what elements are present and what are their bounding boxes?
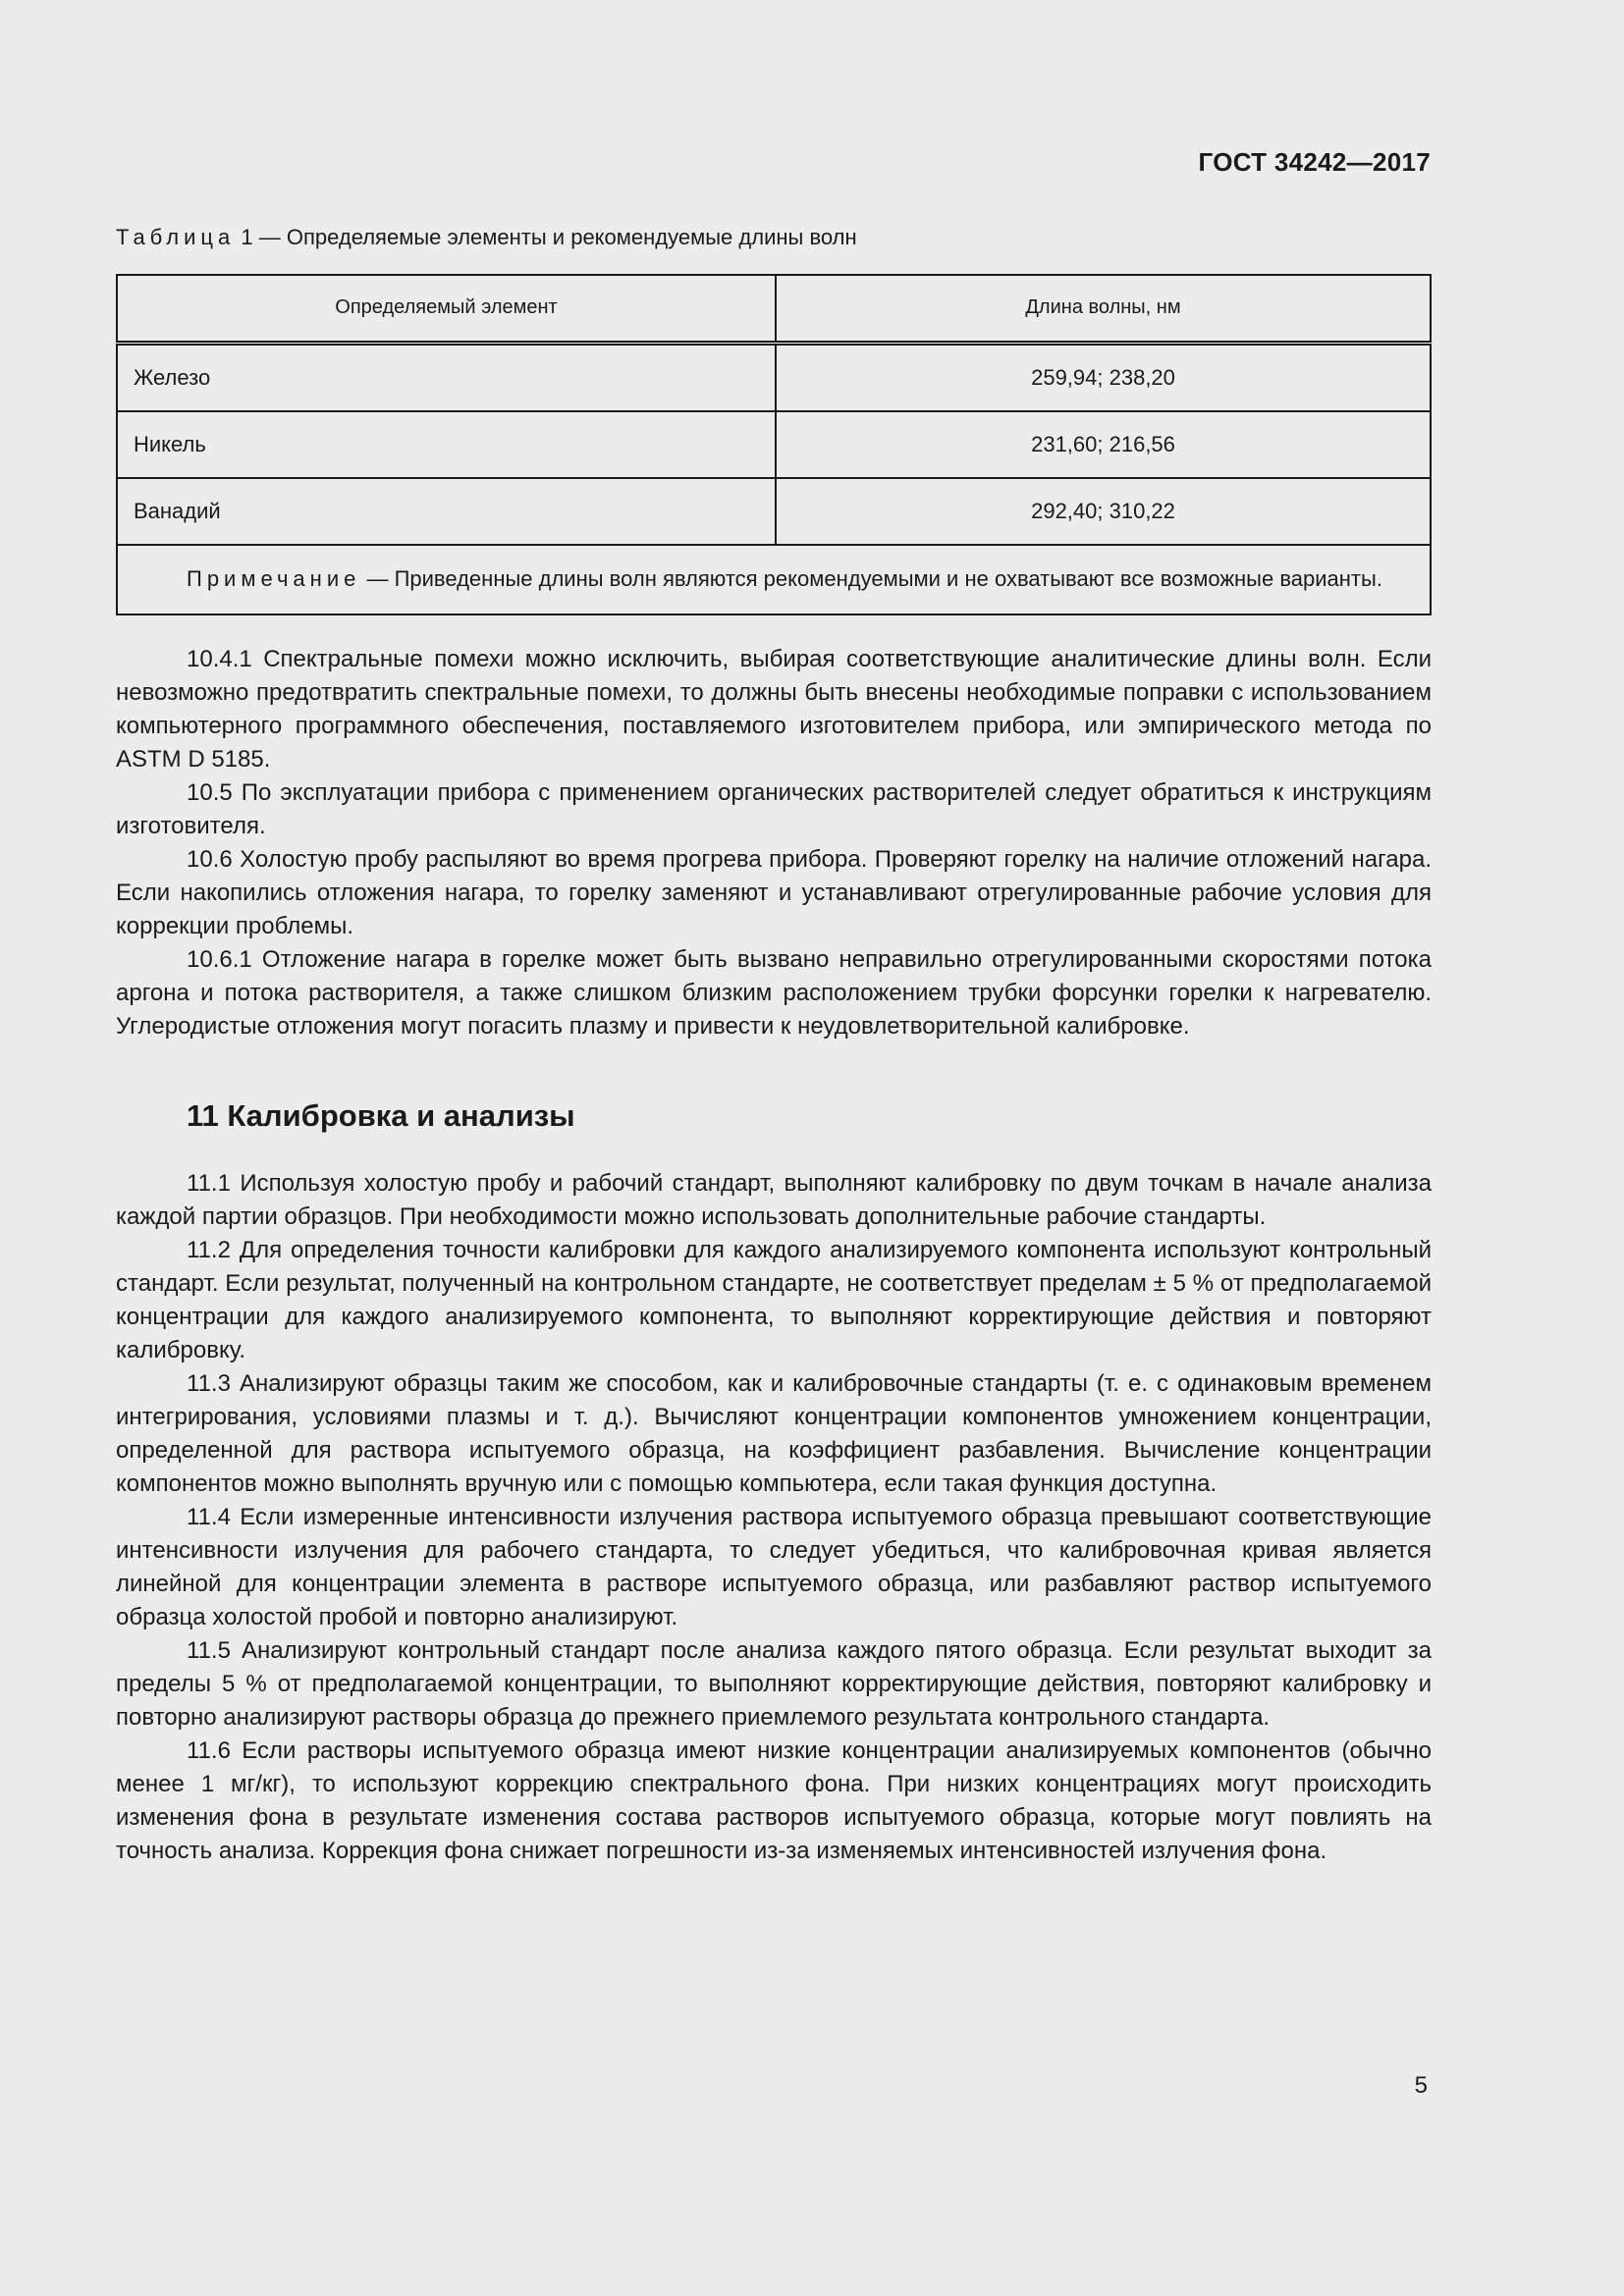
section-title: 11 Калибровка и анализы: [187, 1097, 575, 1133]
paragraph-11-1: 11.1 Используя холостую пробу и рабочий стандарт, выполняют калибровку по двум точкам в начале анализа каждой партии образцов. При необходимости можно использовать дополнительные рабочие стандарты.: [116, 1169, 1432, 1230]
paragraph-11-5: 11.5 Анализируют контрольный стандарт после анализа каждого пятого образца. Если результат выходит за пределы 5 % от предполагаемой концентрации, то выполняют корректирующие действия, повторяют калибровку и повторно анализируют растворы образца до прежнего приемлемого результата контрольного стандарта.: [116, 1636, 1432, 1731]
cell-wavelength: 231,60; 216,56: [776, 411, 1431, 478]
table-note: [117, 545, 1431, 614]
page-content: [116, 224, 1432, 1868]
paragraph-11-2: 11.2 Для определения точности калибровки для каждого анализируемого компонента используют контрольный стандарт. Если результат, полученный на контрольном стандарте, не соответствует пределам ± 5 % от предполагаемой концентрации для каждого анализируемого компонента, то выполняют корректирующие действия и повторяют калибровку.: [116, 1236, 1432, 1363]
table-row: [117, 478, 1431, 545]
paragraph-10-6-1: 10.6.1 Отложение нагара в горелке может быть вызвано неправильно отрегулированными скоростями потока аргона и потока растворителя, а также слишком близким расположением трубки форсунки горелки к нагревателю. Углеродистые отложения могут погасить плазму и привести к неудовлетворительной калибровке.: [116, 945, 1432, 1040]
paragraph-10-6: 10.6 Холостую пробу распыляют во время прогрева прибора. Проверяют горелку на наличие отложений нагара. Если накопились отложения нагара, то горелку заменяют и устанавливают отрегулированные рабочие условия для коррекции проблемы.: [116, 845, 1432, 939]
paragraph-10-4-1: 10.4.1 Спектральные помехи можно исключить, выбирая соответствующие аналитические длины волн. Если невозможно предотвратить спектральные помехи, то должны быть внесены необходимые поправки с использованием компьютерного программного обеспечения, поставляемого изготовителем прибора, или эмпирического метода по ASTM D 5185.: [116, 645, 1432, 773]
table-caption-label: Таблица: [116, 225, 236, 249]
cell-wavelength: 259,94; 238,20: [776, 343, 1431, 411]
header-wavelength: Длина волны, нм: [776, 275, 1431, 344]
table-note-row: [117, 545, 1431, 614]
cell-wavelength: 292,40; 310,22: [776, 478, 1431, 545]
paragraph-10-5: 10.5 По эксплуатации прибора с применением органических растворителей следует обратиться к инструкциям изготовителя.: [116, 778, 1432, 839]
wavelength-table: [116, 274, 1432, 615]
paragraph-11-3: 11.3 Анализируют образцы таким же способом, как и калибровочные стандарты (т. е. с одинаковым временем интегрирования, условиями плазмы и т. д.). Вычисляют концентрации компонентов умножением концентрации, определенной для раствора испытуемого образца, на коэффициент разбавления. Вычисление концентрации компонентов можно выполнять вручную или с помощью компьютера, если такая функция доступна.: [116, 1369, 1432, 1497]
page-number: 5: [1414, 2072, 1428, 2099]
table-row: [117, 343, 1431, 411]
table-caption: [116, 224, 1432, 252]
table-row: [117, 411, 1431, 478]
table-header-row: [117, 275, 1431, 344]
cell-element: Железо: [117, 343, 776, 411]
cell-element: Ванадий: [117, 478, 776, 545]
paragraphs-section-11: [116, 1167, 1432, 1868]
cell-element: Никель: [117, 411, 776, 478]
header-element: Определяемый элемент: [117, 275, 776, 344]
paragraph-11-4: 11.4 Если измеренные интенсивности излучения раствора испытуемого образца превышают соответствующие интенсивности излучения для рабочего стандарта, то следует убедиться, что калибровочная кривая является линейной для концентрации элемента в растворе испытуемого образца, или разбавляют раствор испытуемого образца холостой пробой и повторно анализируют.: [116, 1503, 1432, 1630]
paragraphs-section-10: [116, 643, 1432, 1043]
paragraph-11-6: 11.6 Если растворы испытуемого образца имеют низкие концентрации анализируемых компонентов (обычно менее 1 мг/кг), то используют коррекцию спектрального фона. При низких концентрациях могут происходить изменения фона в результате изменения состава растворов испытуемого образца, которые могут повлиять на точность анализа. Коррекция фона снижает погрешности из-за изменяемых интенсивностей излучения фона.: [116, 1736, 1432, 1864]
document-code: ГОСТ 34242—2017: [1198, 147, 1431, 177]
table-caption-text: 1 — Определяемые элементы и рекомендуемые длины волн: [241, 225, 857, 249]
note-text: — Приведенные длины волн являются рекомендуемыми и не охватывают все возможные варианты.: [360, 565, 1382, 591]
note-label: Примечание: [187, 565, 361, 591]
